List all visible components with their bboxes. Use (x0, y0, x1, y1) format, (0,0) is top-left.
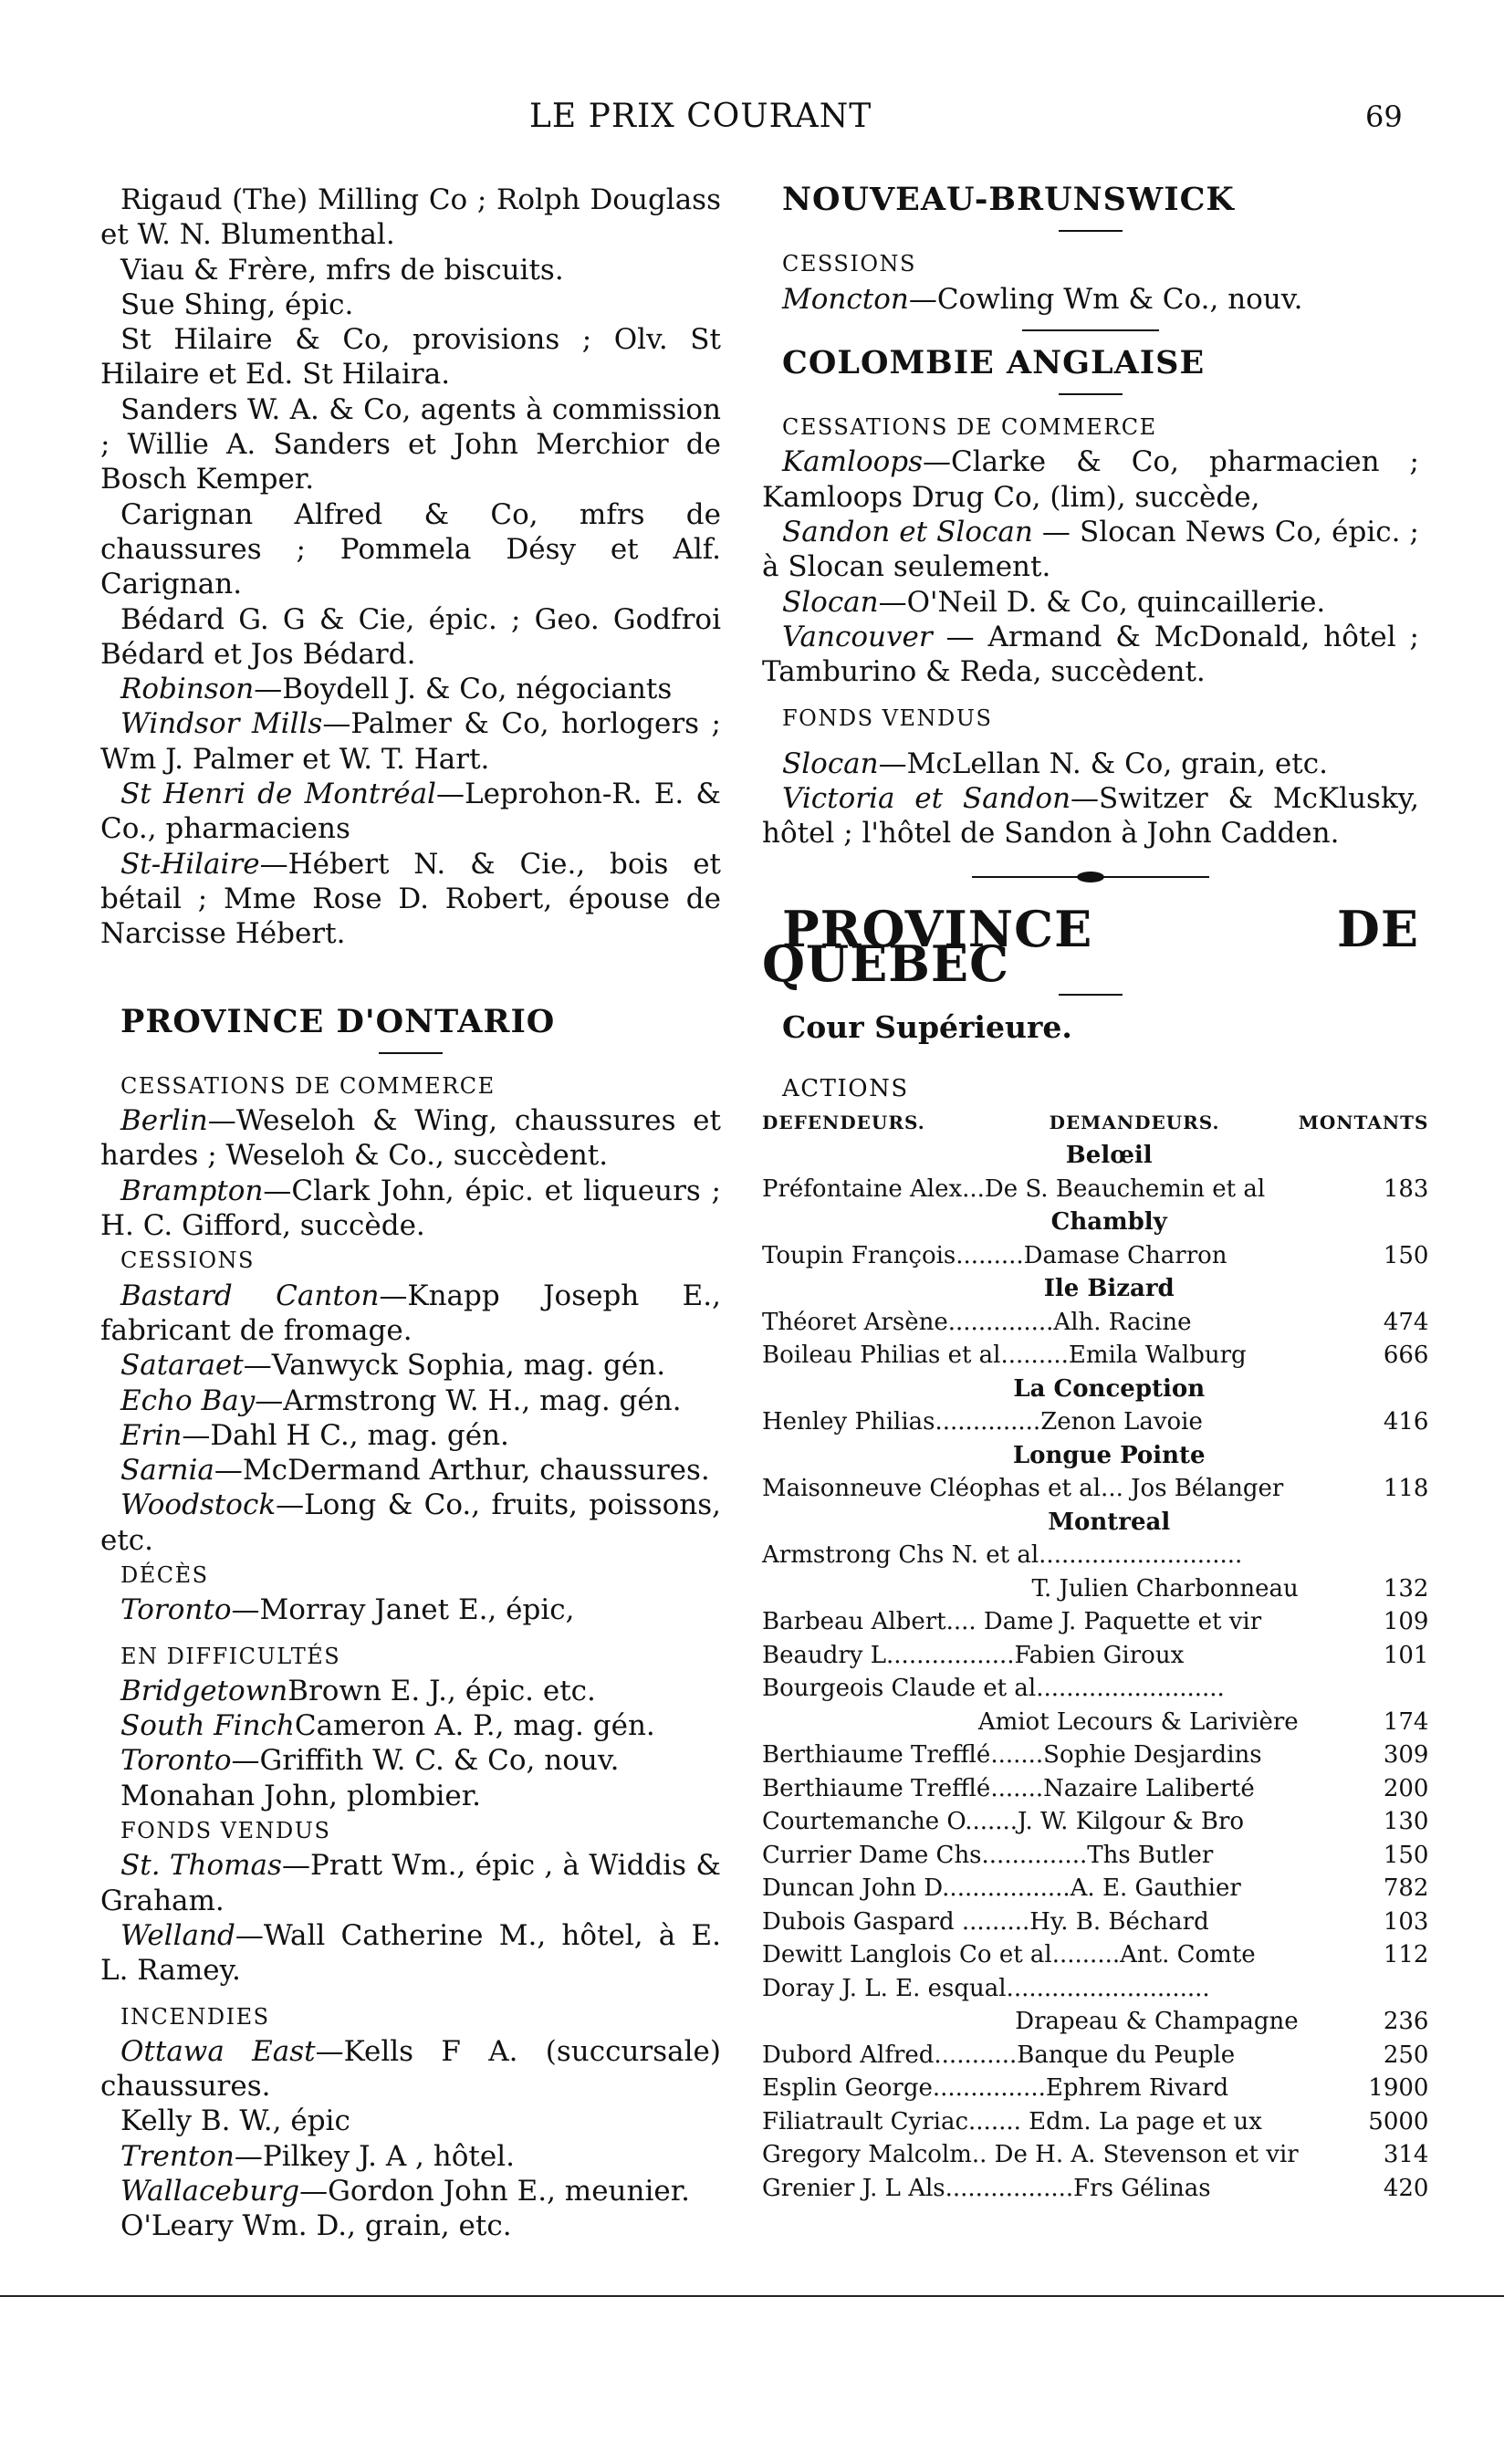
entry-text: —Cowling Wm & Co., nouv. (908, 282, 1303, 316)
header-montants: MONTANTS (1298, 1111, 1429, 1133)
section-divider (1022, 329, 1159, 331)
parties-cell: Dubois Gaspard .........Hy. B. Béchard (762, 1907, 1209, 1936)
parties-cell: Drapeau & Champagne (1015, 2008, 1299, 2036)
locality-name: Longue Pointe (1012, 1441, 1206, 1469)
entry (100, 1708, 721, 1743)
entry-text: — Armand & McDonald, hôtel ; Tamburino & Reda, succèdent. (762, 620, 1419, 689)
cb-cessations-heading: CESSATIONS DE COMMERCE (782, 414, 1157, 441)
amount-cell: 118 (1383, 1475, 1429, 1503)
place-name: Wallaceburg (120, 2175, 300, 2208)
entry-text: —Gordon John E., meunier. (299, 2175, 690, 2208)
entry: Sue Shing, épic. (120, 287, 354, 321)
entry (100, 1918, 721, 1989)
cessations-list (100, 1103, 721, 1243)
parties-cell: Berthiaume Trefflé.......Nazaire Laliberté (762, 1774, 1255, 1802)
entry (100, 1743, 721, 1778)
entry (762, 620, 1419, 690)
entry-text: —Weseloh & Wing, chaussures et hardes ; Weseloh & Co., succèdent. (100, 1104, 721, 1173)
place-name: Toronto (120, 1593, 232, 1627)
entry (100, 1674, 721, 1708)
entry-text: —Clark John, épic. et liqueurs ; H. C. Gifford, succède. (100, 1174, 721, 1243)
parties-cell: T. Julien Charbonneau (1031, 1574, 1299, 1603)
fonds-list (100, 1848, 721, 1988)
place-name: Toronto (120, 1744, 232, 1778)
table-row (762, 1738, 1456, 1772)
table-row (762, 1872, 1456, 1905)
place-name: Kamloops (782, 445, 924, 479)
entry (762, 585, 1419, 620)
entry-text: Brown E. J., épic. etc. (287, 1674, 596, 1707)
entry-text: —Leprohon-R. E. & Co., pharmaciens (100, 778, 721, 846)
place-name: Sataraet (120, 1349, 244, 1383)
entry (100, 1418, 721, 1453)
entry-text: —Kells F A. (succursale) chaussures. (100, 2034, 721, 2104)
actions-heading: ACTIONS (782, 1074, 909, 1102)
locality-name: Montreal (1048, 1508, 1171, 1536)
entry (100, 847, 721, 952)
entry-text: —Dahl H C., mag. gén. (182, 1418, 509, 1452)
amount-cell: 150 (1383, 1841, 1429, 1869)
table-row (762, 2072, 1456, 2105)
place-name: Brampton (120, 1174, 264, 1207)
section-divider (1059, 393, 1123, 395)
incendies-plain-entry: Kelly B. W., épic (120, 2104, 350, 2138)
last-entry: O'Leary Wm. D., grain, etc. (120, 2209, 512, 2243)
cb-fonds-list (762, 747, 1419, 851)
locality-row (762, 1439, 1456, 1473)
table-row (762, 1572, 1456, 1606)
amount-cell: 150 (1383, 1241, 1429, 1269)
place-name: Vancouver (782, 620, 933, 653)
table-row (762, 2172, 1456, 2206)
cessations-heading: CESSATIONS DE COMMERCE (120, 1072, 496, 1099)
entry (100, 1592, 721, 1627)
difficultes-plain-entry: Monahan John, plombier. (120, 1779, 482, 1812)
entry (100, 2034, 721, 2104)
amount-cell: 109 (1383, 1608, 1429, 1636)
entry: Bédard G. G & Cie, épic. ; Geo. Godfroi Bédard et Jos Bédard. (100, 602, 721, 671)
cb-fonds-heading: FONDS VENDUS (782, 705, 993, 731)
parties-cell: Armstrong Chs N. et al........................... (762, 1541, 1243, 1570)
parties-cell: Dubord Alfred...........Banque du Peuple (762, 2041, 1236, 2069)
locality-name: La Conception (1013, 1374, 1206, 1403)
parties-cell: Maisonneuve Cléophas et al... Jos Bélanger (762, 1475, 1284, 1503)
amount-cell: 183 (1383, 1175, 1429, 1203)
place-name: Sandon et Slocan (782, 516, 1033, 549)
amount-cell: 416 (1383, 1408, 1429, 1436)
entry-text: —Hébert N. & Cie., bois et bétail ; Mme Rose D. Robert, épouse de Narcisse Hébert. (100, 847, 721, 951)
table-row (762, 1605, 1456, 1639)
incendies-list-2 (100, 2139, 721, 2209)
ornament-divider (972, 870, 1209, 884)
parties-cell: Berthiaume Trefflé.......Sophie Desjardins (762, 1741, 1262, 1770)
locality-row (762, 1206, 1456, 1239)
locality-name: Belœil (1065, 1142, 1153, 1170)
place-name: Erin (120, 1418, 183, 1452)
amount-cell: 101 (1383, 1641, 1429, 1669)
bottom-rule (0, 2295, 1504, 2297)
cb-cessations-list (762, 444, 1419, 689)
parties-cell: Filiatrault Cyriac....... Edm. La page et ux (762, 2107, 1262, 2135)
difficultes-list (100, 1674, 721, 1779)
table-row (762, 1639, 1456, 1673)
entry-text: —Boydell J. & Co, négociants (254, 673, 673, 706)
parties-cell: Boileau Philias et al.........Emila Walburg (762, 1342, 1247, 1370)
entry: Viau & Frère, mfrs de biscuits. (120, 253, 564, 287)
nb-cessions-heading: CESSIONS (782, 251, 916, 277)
parties-cell: Amiot Lecours & Larivière (977, 1707, 1299, 1736)
header-defendeurs: DEFENDEURS. (762, 1111, 925, 1133)
locality-row (762, 1139, 1456, 1173)
place-name: Trenton (120, 2139, 235, 2173)
amount-cell: 474 (1383, 1308, 1429, 1336)
entry-text: —Knapp Joseph E., fabricant de fromage. (100, 1279, 721, 1347)
entry-text: —Clarke & Co, pharmacien ; Kamloops Drug Co, (lim), succède, (762, 445, 1419, 514)
entry (100, 2174, 721, 2208)
amount-cell: 1900 (1368, 2074, 1429, 2103)
section-divider (1059, 230, 1123, 232)
entry (762, 282, 1419, 317)
entry: Rigaud (The) Milling Co ; Rolph Douglass et W. N. Blumenthal. (100, 183, 721, 252)
table-row (762, 2005, 1456, 2039)
table-row (762, 2105, 1456, 2139)
amount-cell: 782 (1383, 1874, 1429, 1903)
place-name: Woodstock (120, 1488, 277, 1522)
table-row (762, 2138, 1456, 2172)
entry-text: —Switzer & McKlusky, hôtel ; l'hôtel de Sandon à John Cadden. (762, 782, 1419, 851)
ontario-heading: PROVINCE D'ONTARIO (120, 1002, 556, 1040)
table-row (762, 1706, 1456, 1739)
amount-cell: 132 (1383, 1574, 1429, 1603)
left-column (100, 183, 721, 2244)
incendies-heading: INCENDIES (120, 2003, 270, 2030)
entry (100, 1848, 721, 1918)
cessions-heading: CESSIONS (120, 1248, 255, 1274)
incendies-list (100, 2034, 721, 2104)
nb-cessions-list (762, 282, 1419, 317)
place-name: Sarnia (120, 1454, 214, 1488)
place-name: Welland (120, 1918, 235, 1952)
parties-cell: Doray J. L. E. esqual........................... (762, 1974, 1210, 2002)
actions-table (762, 1106, 1456, 2206)
nb-heading: NOUVEAU-BRUNSWICK (782, 181, 1235, 218)
parties-cell: Bourgeois Claude et al......................... (762, 1675, 1225, 1703)
entry (100, 1103, 721, 1174)
table-row (762, 1239, 1456, 1273)
table-row (762, 1472, 1456, 1506)
place-name: Moncton (782, 282, 909, 316)
amount-cell: 314 (1383, 2141, 1429, 2169)
place-name: Bridgetown (120, 1674, 288, 1707)
amount-cell: 5000 (1368, 2107, 1429, 2135)
entry-text: —O'Neil D. & Co, quincaillerie. (878, 585, 1326, 619)
entry (100, 706, 721, 777)
entry (762, 781, 1419, 851)
entry-text: —Palmer & Co, horlogers ; Wm J. Palmer et W. T. Hart. (100, 707, 722, 776)
deces-list (100, 1592, 721, 1627)
entry-text: —Griffith W. C. & Co, nouv. (231, 1744, 620, 1778)
deces-heading: DÉCÈS (120, 1561, 209, 1588)
table-row (762, 1539, 1456, 1572)
table-row (762, 1805, 1456, 1839)
locality-row (762, 1506, 1456, 1540)
entry (100, 777, 721, 847)
section-divider (1059, 994, 1123, 996)
entry (100, 1453, 721, 1488)
entry (100, 1279, 721, 1349)
amount-cell: 200 (1383, 1774, 1429, 1802)
table-row (762, 1173, 1456, 1206)
place-name: St-Hilaire (120, 847, 260, 881)
entry: St Hilaire & Co, provisions ; Olv. St Hilaire et Ed. St Hilaira. (100, 323, 721, 392)
amount-cell: 250 (1383, 2041, 1429, 2069)
entry (100, 1348, 721, 1383)
entry-text: —Pilkey J. A , hôtel. (234, 2139, 515, 2173)
parties-cell: Barbeau Albert.... Dame J. Paquette et vir (762, 1608, 1262, 1636)
section-divider (379, 1052, 443, 1054)
entry-text: — Slocan News Co, épic. ; à Slocan seulement. (762, 516, 1419, 584)
entry: Sanders W. A. & Co, agents à commission ; Willie A. Sanders et John Merchior de Bosch Kemper. (100, 392, 721, 496)
parties-cell: Préfontaine Alex...De S. Beauchemin et al (762, 1175, 1266, 1203)
place-name: St Henri de Montréal (120, 778, 436, 811)
parties-cell: Esplin George...............Ephrem Rivard (762, 2074, 1229, 2103)
entry-text: —Pratt Wm., épic , à Widdis & Graham. (100, 1849, 721, 1917)
amount-cell: 112 (1383, 1941, 1429, 1969)
page-header (0, 87, 1504, 151)
entry-text: —Long & Co., fruits, poissons, etc. (100, 1488, 721, 1557)
running-title: LE PRIX COURANT (529, 98, 872, 135)
locality-name: Ile Bizard (1043, 1275, 1175, 1303)
difficultes-heading: EN DIFFICULTÉS (120, 1643, 341, 1669)
quebec-locality-entries (100, 672, 721, 951)
court-title: Cour Supérieure. (782, 1009, 1072, 1046)
place-name: Ottawa East (120, 2034, 316, 2068)
parties-cell: Currier Dame Chs..............Ths Butler (762, 1841, 1214, 1869)
place-name: Slocan (782, 585, 879, 619)
fonds-heading: FONDS VENDUS (120, 1818, 331, 1844)
parties-cell: Toupin François.........Damase Charron (762, 1241, 1227, 1269)
table-row (762, 1972, 1456, 2006)
entry (762, 747, 1419, 781)
parties-cell: Henley Philias..............Zenon Lavoie (762, 1408, 1203, 1436)
entry-text: —Wall Catherine M., hôtel, à E. L. Ramey. (100, 1918, 721, 1988)
place-name: Victoria et Sandon (782, 782, 1071, 816)
amount-cell: 309 (1383, 1741, 1429, 1770)
entry (100, 672, 721, 706)
table-row (762, 1772, 1456, 1806)
locality-name: Chambly (1050, 1208, 1167, 1237)
parties-cell: Théoret Arsène..............Alh. Racine (762, 1308, 1192, 1336)
table-row (762, 1839, 1456, 1873)
place-name: South Finch (120, 1709, 295, 1743)
amount-cell: 236 (1383, 2008, 1429, 2036)
table-row (762, 2039, 1456, 2072)
place-name: Echo Bay (120, 1383, 256, 1417)
entry (762, 515, 1419, 585)
entry-text: —Armstrong W. H., mag. gén. (255, 1383, 682, 1417)
table-row (762, 1339, 1456, 1373)
parties-cell: Duncan John D.................A. E. Gauthier (762, 1874, 1241, 1903)
amount-cell (1299, 1539, 1457, 1572)
parties-cell: Dewitt Langlois Co et al.........Ant. Comte (762, 1941, 1256, 1969)
entry-text: —Morray Janet E., épic, (231, 1593, 575, 1627)
place-name: St. Thomas (120, 1849, 282, 1883)
header-demandeurs: DEMANDEURS. (1049, 1111, 1220, 1133)
parties-cell: Courtemanche O.......J. W. Kilgour & Bro (762, 1808, 1245, 1836)
place-name: Berlin (120, 1104, 208, 1138)
entry-text: —Vanwyck Sophia, mag. gén. (243, 1349, 666, 1383)
amount-cell: 130 (1383, 1808, 1429, 1836)
table-row (762, 1306, 1456, 1340)
quebec-heading: PROVINCE DE QUEBEC (762, 899, 1419, 994)
entry (100, 1174, 721, 1244)
place-name: Robinson (120, 673, 255, 706)
amount-cell: 103 (1383, 1907, 1429, 1936)
parties-cell: Grenier J. L Als.................Frs Gélinas (762, 2174, 1211, 2202)
entry (100, 1383, 721, 1418)
locality-row (762, 1373, 1456, 1406)
parties-cell: Gregory Malcolm.. De H. A. Stevenson et vir (762, 2141, 1299, 2169)
entry-text: —McDermand Arthur, chaussures. (214, 1454, 710, 1488)
cb-heading: COLOMBIE ANGLAISE (782, 343, 1206, 381)
page-number: 69 (1365, 99, 1403, 134)
place-name: Slocan (782, 747, 879, 780)
amount-cell: 420 (1383, 2174, 1429, 2202)
locality-row (762, 1272, 1456, 1306)
entry: Carignan Alfred & Co, mfrs de chaussures ; Pommela Désy et Alf. Carignan. (100, 497, 721, 601)
parties-cell: Beaudry L.................Fabien Giroux (762, 1641, 1185, 1669)
right-column (762, 181, 1429, 2205)
montreal-entries (100, 183, 721, 672)
amount-cell (1299, 1672, 1457, 1706)
amount-cell: 174 (1383, 1707, 1429, 1736)
entry (762, 444, 1419, 515)
cessions-list (100, 1279, 721, 1558)
amount-cell (1299, 1972, 1457, 2006)
table-row (762, 1405, 1456, 1439)
table-row (762, 1938, 1456, 1972)
entry (100, 1488, 721, 1558)
amount-cell: 666 (1383, 1342, 1429, 1370)
entry-text: Cameron A. P., mag. gén. (294, 1709, 655, 1743)
table-header-row (762, 1106, 1456, 1140)
place-name: Bastard Canton (120, 1279, 380, 1312)
table-row (762, 1905, 1456, 1939)
entry-text: —McLellan N. & Co, grain, etc. (878, 747, 1328, 780)
table-row (762, 1672, 1456, 1706)
place-name: Windsor Mills (120, 707, 323, 741)
entry (100, 2139, 721, 2174)
